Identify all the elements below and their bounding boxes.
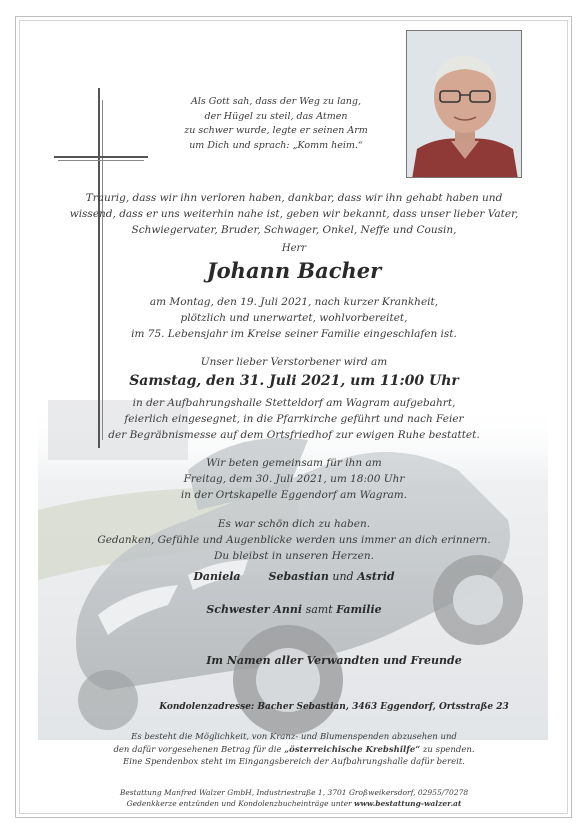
farewell-text	[0, 516, 588, 564]
intro-text	[0, 190, 588, 238]
conjunction: samt	[305, 603, 333, 616]
poem-line: Als Gott sah, dass der Weg zu lang,	[190, 96, 361, 107]
donation-line: Eine Spendenbox steht im Eingangsbereich der Aufbahrungshalle dafür bereit.	[123, 757, 465, 767]
farewell-line: Du bleibst in unseren Herzen.	[214, 550, 374, 562]
child-name: Daniela	[193, 570, 241, 583]
poem	[176, 95, 376, 153]
poem-line: um Dich und sprach: „Komm heim.“	[189, 139, 363, 151]
farewell-line: Gedanken, Gefühle und Augenblicke werden uns immer an dich erinnern.	[97, 534, 491, 546]
deceased-name: Johann Bacher	[206, 258, 382, 283]
donation-notice	[0, 731, 588, 769]
footer-line	[0, 798, 588, 809]
cross-horizontal-shadow	[58, 160, 144, 161]
condolence-address: Kondolenzadresse: Bacher Sebastian, 3463 Eggendorf, Ortsstraße 23	[159, 702, 509, 712]
funeral-intro: Unser lieber Verstorbener wird am	[200, 356, 388, 368]
child-name: Sebastian	[268, 570, 329, 583]
prayer-line: Wir beten gemeinsam für ihn am	[206, 457, 382, 469]
poem-line: zu schwer wurde, legte er seinen Arm	[184, 125, 368, 136]
funeral-details	[0, 395, 588, 443]
family-children	[0, 570, 588, 583]
donation-line	[0, 744, 588, 757]
family-label: Familie	[336, 603, 382, 616]
child-name: Astrid	[357, 570, 395, 583]
salutation: Herr	[281, 243, 307, 254]
intro-line: Schwiegervater, Bruder, Schwager, Onkel, Neffe und Cousin,	[131, 224, 457, 236]
poem-line: der Hügel zu steil, das Atmen	[204, 110, 348, 122]
footer	[0, 787, 588, 809]
footer-text: Gedenkkerze entzünden und Kondolenzbucheinträge unter	[126, 799, 354, 808]
prayer-line: in der Ortskapelle Eggendorf am Wagram.	[180, 489, 408, 501]
farewell-line: Es war schön dich zu haben.	[217, 518, 371, 530]
prayer-line: Freitag, dem 30. Juli 2021, um 18:00 Uhr	[183, 473, 405, 485]
prayer-notice	[0, 455, 588, 503]
death-line: plötzlich und unerwartet, wohlvorbereitet,	[180, 312, 408, 324]
donation-text: zu spenden.	[420, 744, 475, 755]
donation-line: Es besteht die Möglichkeit, von Kranz- und Blumenspenden abzusehen und	[131, 732, 457, 742]
funeral-line: feierlich eingesegnet, in die Pfarrkirche geführt und nach Feier	[124, 413, 464, 425]
donation-text: den dafür vorgesehenen Betrag für die	[113, 744, 285, 755]
relatives-line: Im Namen aller Verwandten und Freunde	[206, 654, 462, 667]
intro-line: Traurig, dass wir ihn verloren haben, dankbar, dass wir ihn gehabt haben und	[85, 192, 503, 204]
cross-horizontal-bar	[54, 156, 148, 158]
sister-name: Schwester Anni	[206, 603, 303, 616]
website-link[interactable]: www.bestattung-walzer.at	[354, 799, 462, 808]
funeral-line: der Begräbnismesse auf dem Ortsfriedhof zur ewigen Ruhe bestattet.	[108, 429, 480, 441]
death-line: am Montag, den 19. Juli 2021, nach kurzer Krankheit,	[149, 296, 439, 308]
death-line: im 75. Lebensjahr im Kreise seiner Familie eingeschlafen ist.	[131, 328, 457, 340]
funeral-line: in der Aufbahrungshalle Stetteldorf am Wagram aufgebahrt,	[132, 397, 456, 409]
funeral-home-line: Bestattung Manfred Walzer GmbH, Industriestraße 1, 3701 Großweikersdorf, 02955/70278	[119, 788, 469, 797]
portrait-photo	[406, 30, 522, 178]
charity-name: „österreichische Krebshilfe“	[284, 744, 421, 755]
funeral-date: Samstag, den 31. Juli 2021, um 11:00 Uhr	[129, 373, 459, 389]
intro-line: wissend, dass er uns weiterhin nahe ist, geben wir bekannt, dass unser lieber Vater,	[69, 208, 519, 220]
conjunction: und	[332, 570, 354, 583]
family-sister	[0, 603, 588, 616]
death-notice	[0, 294, 588, 342]
